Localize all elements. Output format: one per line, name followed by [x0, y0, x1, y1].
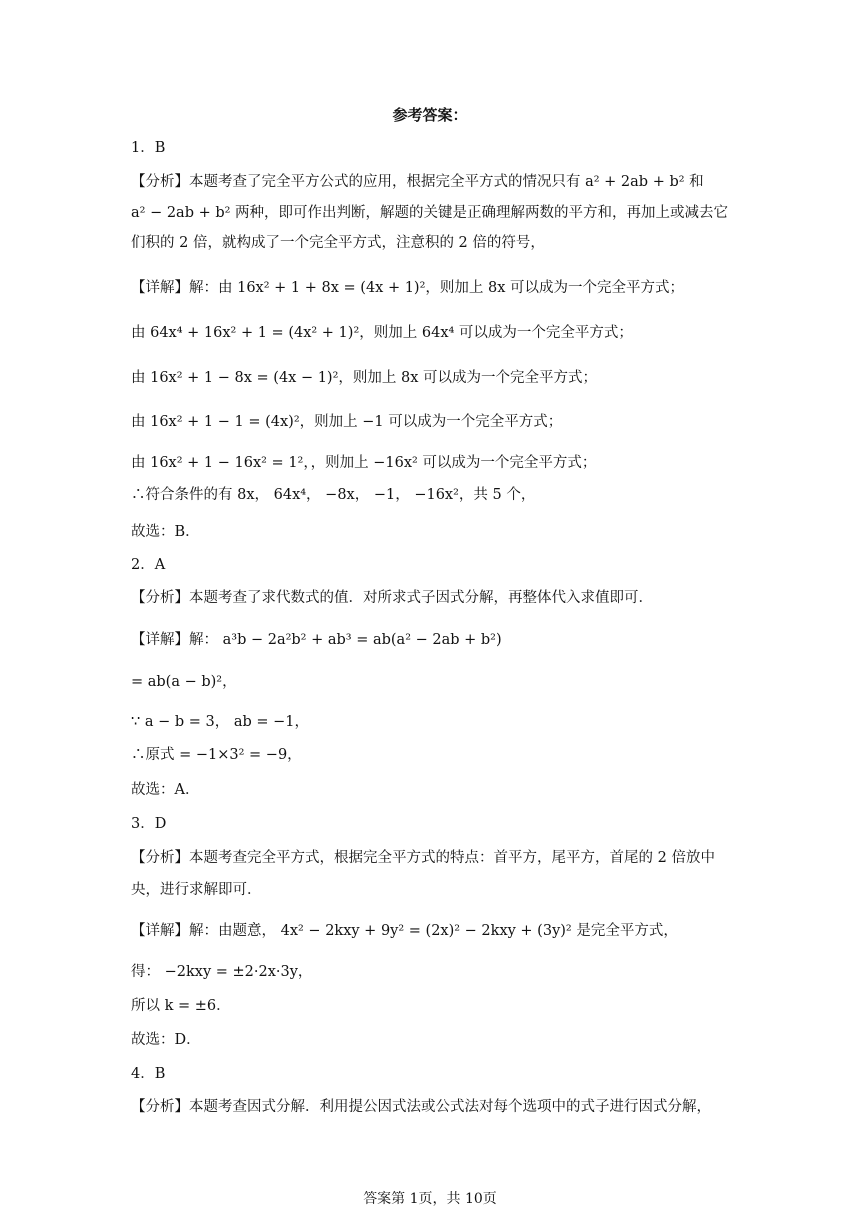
q1-detail-line-3: 由 16x² + 1 − 8x = (4x − 1)²，则加上 8x 可以成为一个完全平方式；	[131, 370, 598, 386]
q3-detail-line-3: 所以 k = ±6．	[131, 998, 231, 1014]
q1-answer: 故选：B．	[131, 524, 200, 540]
q2-detail-line-2: = ab(a − b)²，	[131, 674, 237, 690]
q1-detail-line-6: ∴符合条件的有 8x， 64x⁴， −8x， −1， −16x²，共 5 个，	[131, 487, 536, 503]
q1-analysis-line-2: a² − 2ab + b² 两种，即可作出判断，解题的关键是正确理解两数的平方和，再加上或减去它	[131, 205, 729, 221]
q4-number: 4．B	[131, 1066, 166, 1082]
q2-detail-line-4: ∴原式 = −1×3² = −9，	[131, 747, 302, 763]
q1-detail-line-5: 由 16x² + 1 − 16x² = 1²，，则加上 −16x² 可以成为一个完全平方式；	[131, 455, 597, 471]
q3-answer: 故选：D．	[131, 1032, 201, 1048]
q3-analysis-line-2: 央，进行求解即可．	[131, 882, 262, 898]
q3-detail-line-2: 得： −2kxy = ±2·2x·3y，	[131, 964, 313, 980]
q2-detail-line-3: ∵ a − b = 3， ab = −1，	[131, 714, 310, 730]
q1-detail-line-2: 由 64x⁴ + 16x² + 1 = (4x² + 1)²，则加上 64x⁴ 可以成为一个完全平方式；	[131, 325, 633, 341]
q1-detail-line-1: 【详解】解：由 16x² + 1 + 8x = (4x + 1)²，则加上 8x 可以成为一个完全平方式；	[131, 280, 685, 296]
q2-answer: 故选：A．	[131, 782, 200, 798]
q1-number: 1．B	[131, 140, 166, 156]
q2-analysis-line-1: 【分析】本题考查了求代数式的值．对所求式子因式分解，再整体代入求值即可．	[131, 590, 653, 606]
q1-analysis-line-3: 们积的 2 倍，就构成了一个完全平方式，注意积的 2 倍的符号，	[131, 235, 545, 251]
page-title: 参考答案：	[392, 106, 468, 124]
page-footer: 答案第 1页，共 10页	[363, 1191, 497, 1207]
q3-detail-line-1: 【详解】解：由题意， 4x² − 2kxy + 9y² = (2x)² − 2kxy + (3y)² 是完全平方式，	[131, 923, 678, 939]
q2-detail-line-1: 【详解】解： a³b − 2a²b² + ab³ = ab(a² − 2ab + b²)	[131, 632, 502, 648]
q3-analysis-line-1: 【分析】本题考查完全平方式，根据完全平方式的特点：首平方，尾平方，首尾的 2 倍放中	[131, 850, 715, 866]
q1-detail-line-4: 由 16x² + 1 − 1 = (4x)²，则加上 −1 可以成为一个完全平方式；	[131, 414, 563, 430]
q4-analysis-line-1: 【分析】本题考查因式分解．利用提公因式法或公式法对每个选项中的式子进行因式分解，	[131, 1099, 711, 1115]
q1-analysis-line-1: 【分析】本题考查了完全平方公式的应用，根据完全平方式的情况只有 a² + 2ab + b² 和	[131, 174, 704, 190]
q2-number: 2．A	[131, 557, 166, 573]
q3-number: 3．D	[131, 816, 167, 832]
